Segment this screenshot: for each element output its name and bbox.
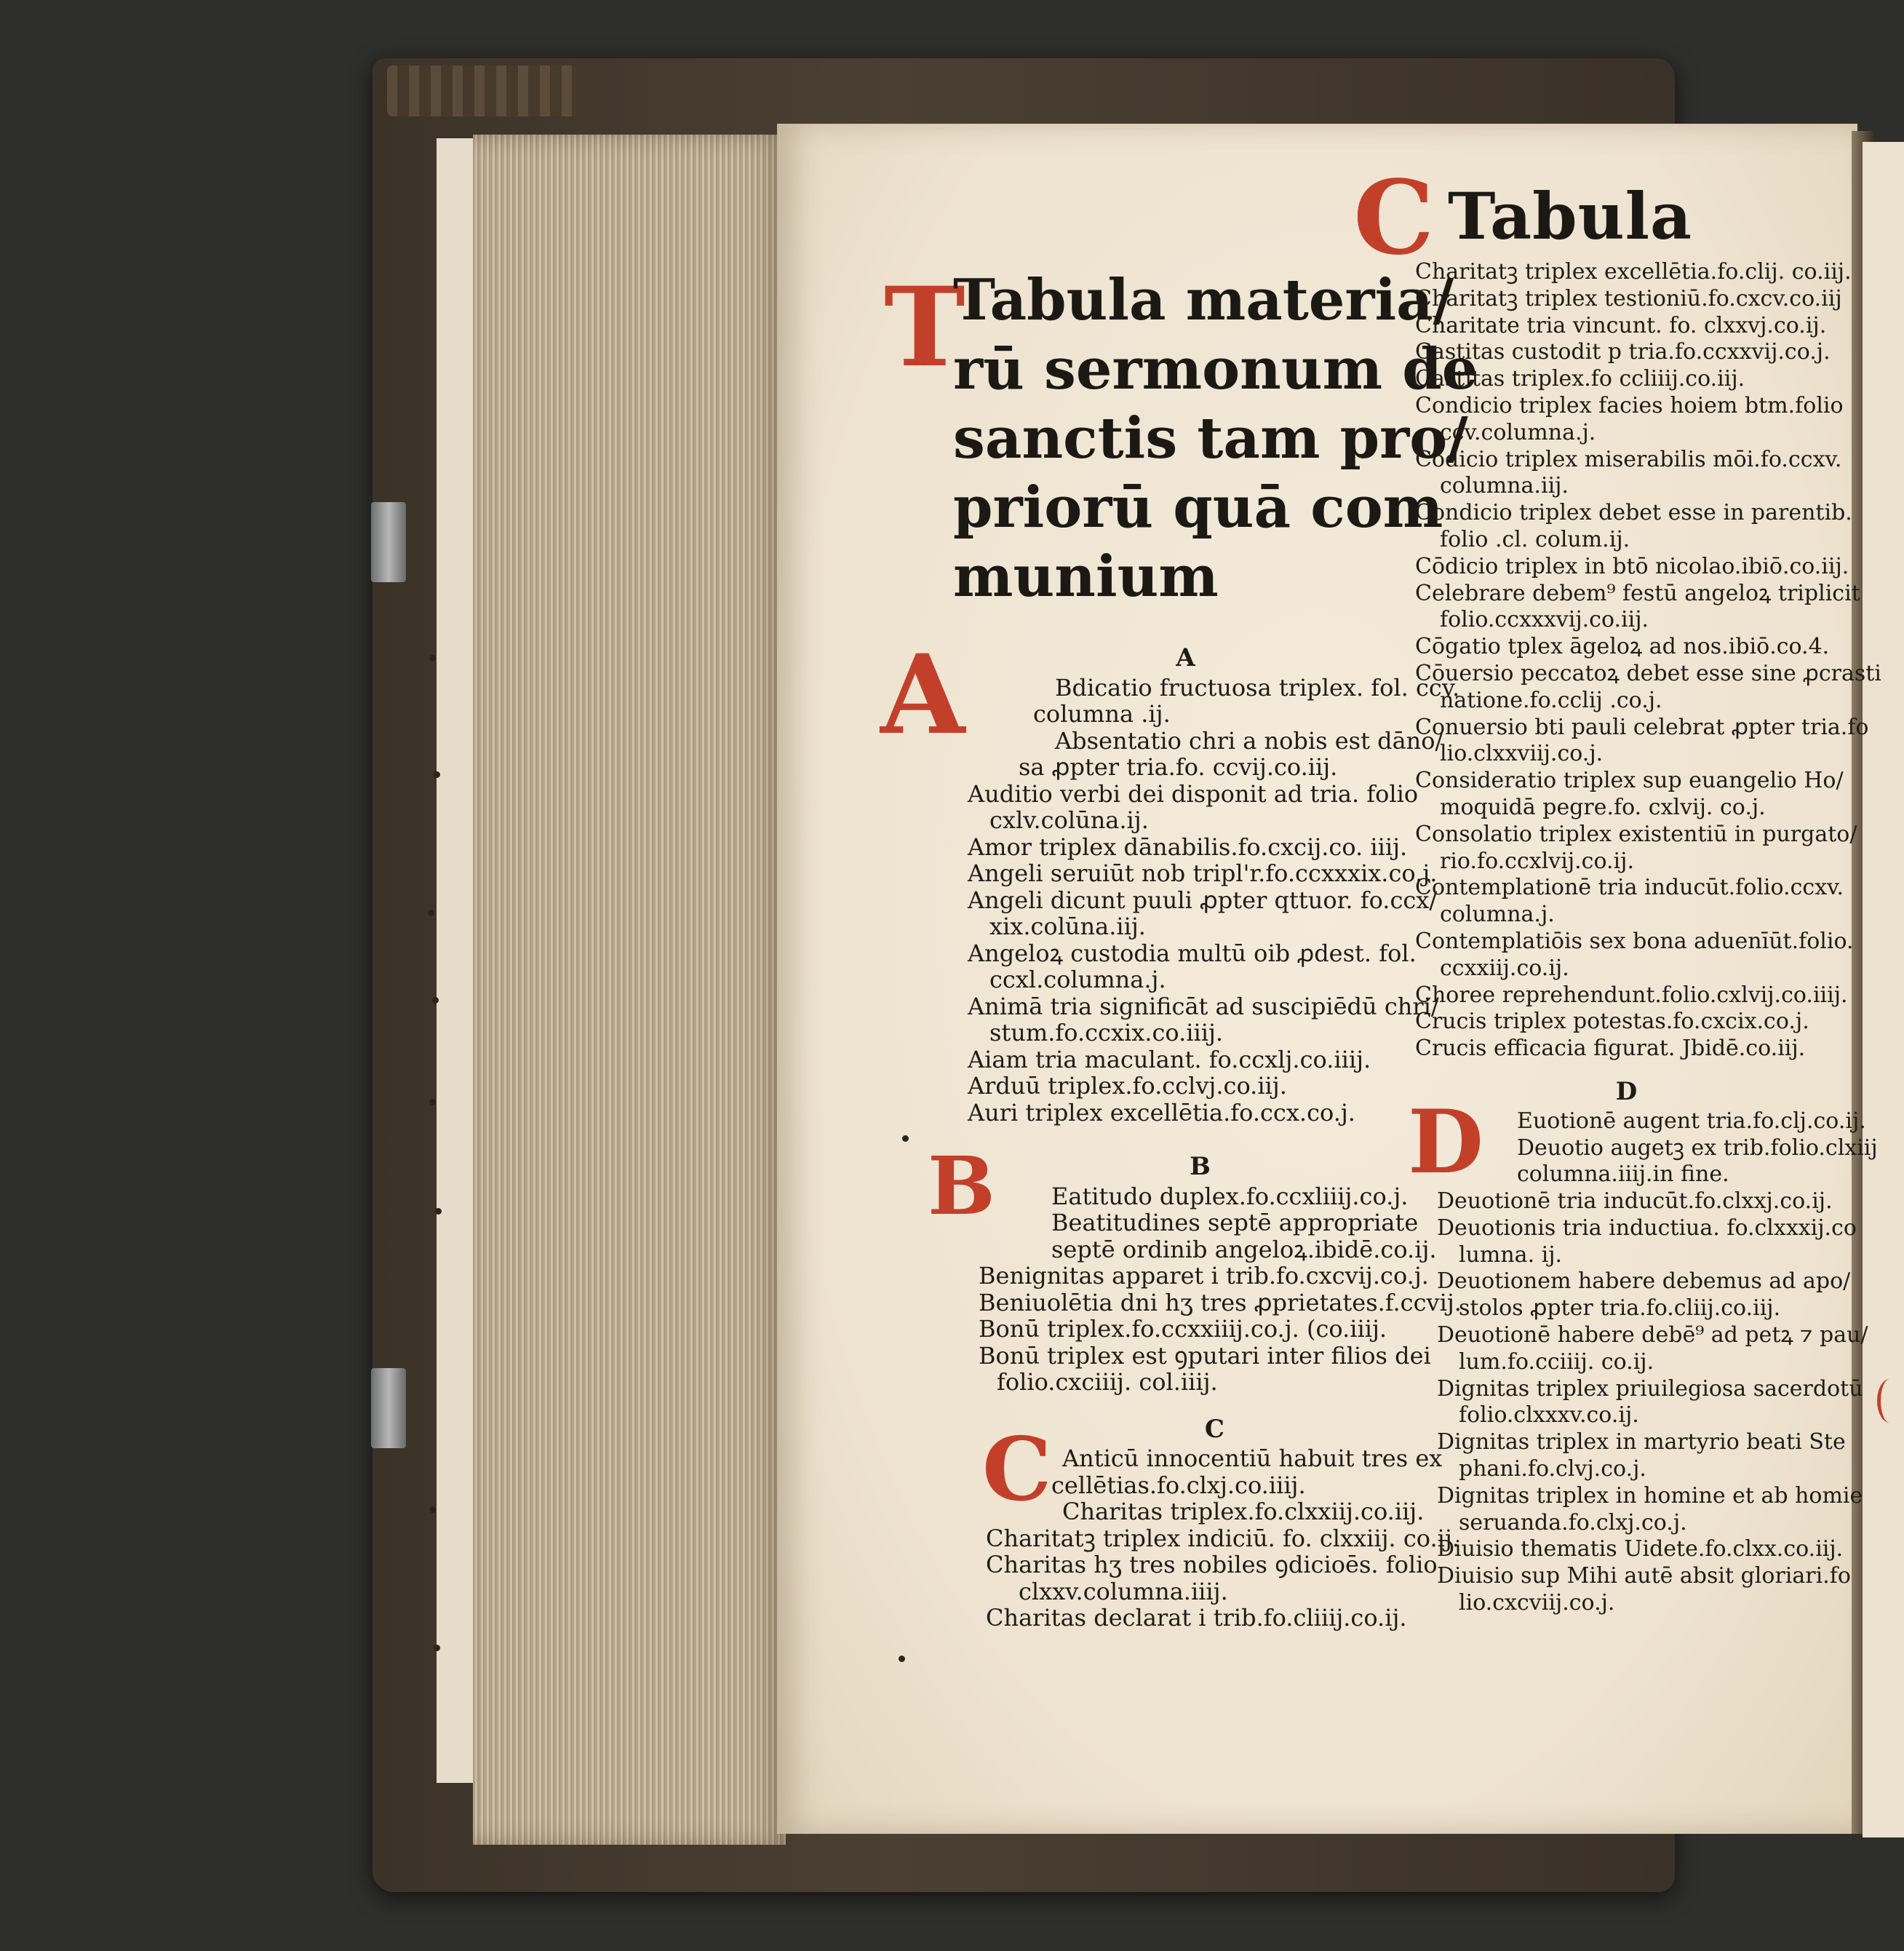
index-entry: Charitas triplex.fo.clxxiij.co.iij. bbox=[1062, 1498, 1425, 1525]
index-entry: xix.colūna.iij. bbox=[989, 913, 1146, 940]
clasp-hinge-bottom bbox=[371, 1368, 406, 1448]
index-entry: rio.fo.ccxlvij.co.ij. bbox=[1440, 848, 1634, 874]
index-entry: Bdicatio fructuosa triplex. fol. ccv. bbox=[1055, 673, 1460, 702]
running-head-initial: C bbox=[1353, 159, 1435, 278]
index-entry: Bonū triplex est ꝯputari inter filios dei bbox=[979, 1341, 1431, 1370]
index-entry: Dignitas triplex priuilegiosa sacerdotū bbox=[1437, 1375, 1863, 1402]
drop-initial-d: D bbox=[1408, 1091, 1484, 1193]
index-entry: lio.cxcviij.co.j. bbox=[1459, 1590, 1615, 1616]
index-entry: lumna. ij. bbox=[1459, 1241, 1563, 1268]
index-entry: Charitas declarat i trib.fo.cliiij.co.ij. bbox=[986, 1604, 1407, 1632]
index-entry: Charitatꝫ triplex excellētia.fo.clij. co.iij. bbox=[1415, 259, 1852, 285]
index-entry: Euotionē augent tria.fo.clj.co.ij. bbox=[1517, 1108, 1866, 1134]
index-entry: Charitatꝫ triplex indiciū. fo. clxxiij. co.ij. bbox=[986, 1524, 1459, 1552]
index-entry: columna .ij. bbox=[1033, 700, 1171, 728]
index-entry: sa ꝓpter tria.fo. ccvij.co.iij. bbox=[1019, 753, 1338, 781]
index-entry: Celebrare debem⁹ festū angeloꝝ triplicit bbox=[1415, 580, 1860, 606]
right-column bbox=[1415, 259, 1881, 1617]
index-entry: columna.j. bbox=[1440, 902, 1555, 928]
index-entry: Angeli dicunt puuli ꝓpter qttuor. fo.ccx/ bbox=[968, 886, 1438, 914]
index-entry: columna.iiij.in fine. bbox=[1517, 1161, 1729, 1188]
index-entry: Crucis triplex potestas.fo.cxcix.co.j. bbox=[1415, 1009, 1809, 1035]
index-entry: stolos ꝓpter tria.fo.cliij.co.iij. bbox=[1459, 1295, 1781, 1322]
index-entry: folio.cxciiij. col.iiij. bbox=[997, 1368, 1218, 1396]
heading-line: munium bbox=[953, 544, 1219, 610]
index-entry: ccxl.columna.j. bbox=[989, 966, 1166, 993]
index-entry: Auditio verbi dei disponit ad tria. folio bbox=[968, 779, 1419, 808]
index-entry: Deuotio augetꝫ ex trib.folio.clxiij bbox=[1517, 1135, 1878, 1161]
left-column bbox=[953, 640, 1462, 1632]
index-entry: Animā tria significāt ad suscipiēdū chri/ bbox=[968, 992, 1439, 1020]
heading-line: priorū quā com bbox=[953, 474, 1443, 541]
index-entry: Dignitas triplex in homine et ab homie bbox=[1437, 1482, 1863, 1509]
index-entry: Cōdicio triplex miserabilis mōi.fo.ccxv. bbox=[1415, 446, 1842, 472]
index-entry: Conuersio bti pauli celebrat ꝓpter tria.fo bbox=[1415, 714, 1869, 740]
index-entry: Diuisio thematis Uidete.fo.clxx.co.iij. bbox=[1437, 1536, 1844, 1562]
index-entry: Contemplatiōis sex bona aduenīūt.folio. bbox=[1415, 928, 1854, 954]
index-entry: Contemplationē tria inducūt.folio.ccxv. bbox=[1415, 875, 1844, 901]
index-entry: Condicio triplex facies hoiem btm.folio bbox=[1415, 392, 1844, 418]
index-entry: folio.ccxxxvij.co.iij. bbox=[1440, 607, 1649, 633]
index-entry: Arduū triplex.fo.cclvj.co.iij. bbox=[968, 1072, 1287, 1100]
section-letter-d: D bbox=[1615, 1076, 1638, 1106]
index-entry: septē ordinib angeloꝝ.ibidē.co.ij. bbox=[1051, 1235, 1437, 1263]
index-entry: Deuotionē habere debē⁹ ad petꝝ ⁊ pau/ bbox=[1437, 1322, 1868, 1348]
running-head: Tabula bbox=[1448, 178, 1693, 254]
index-entry: ccxxiij.co.ij. bbox=[1440, 955, 1569, 981]
index-entry: Beatitudines septē appropriate bbox=[1051, 1209, 1419, 1236]
clasp-hinge-top bbox=[371, 502, 406, 582]
index-entry: Charitas hʒ tres nobiles ꝯdicioēs. folio bbox=[986, 1551, 1438, 1578]
index-entry: natione.fo.cclij .co.j. bbox=[1440, 687, 1662, 713]
index-entry: cxlv.colūna.ij. bbox=[989, 806, 1149, 834]
section-letter-a: A bbox=[1176, 643, 1195, 672]
index-entry: Beniuolētia dni hʒ tres ꝓprietates.f.ccvij. bbox=[979, 1288, 1462, 1316]
index-entry: Angeloꝝ custodia multū oib ꝓdest. fol. bbox=[968, 939, 1417, 967]
section-letter-c: C bbox=[1204, 1414, 1224, 1444]
index-entry: Benignitas apparet i trib.fo.cxcvij.co.j. bbox=[979, 1262, 1429, 1290]
index-entry: seruanda.fo.clxj.co.j. bbox=[1459, 1509, 1687, 1535]
heading-initial: T bbox=[884, 263, 965, 392]
index-entry: Consideratio triplex sup euangelio Ho/ bbox=[1415, 768, 1844, 794]
index-entry: Cōdicio triplex in btō nicolao.ibiō.co.iij. bbox=[1415, 553, 1849, 579]
drop-initial-b: B bbox=[928, 1139, 995, 1233]
index-entry: Cōgatio tplex āgeloꝝ ad nos.ibiō.co.4. bbox=[1415, 634, 1830, 660]
index-entry: Consolatio triplex existentiū in purgato/ bbox=[1415, 821, 1857, 847]
index-entry: cellētias.fo.clxj.co.iiij. bbox=[1051, 1471, 1306, 1499]
index-entry: Bonū triplex.fo.ccxxiiij.co.j. (co.iiij. bbox=[979, 1315, 1387, 1343]
index-entry: ccv.columna.j. bbox=[1440, 419, 1596, 445]
index-entry: lum.fo.cciiij. co.ij. bbox=[1459, 1348, 1654, 1375]
heading-line: rū sermonum de bbox=[953, 336, 1478, 402]
index-entry: clxxv.columna.iiij. bbox=[1019, 1577, 1228, 1605]
index-entry: Cōuersio peccatoꝝ debet esse sine ꝓcrasti bbox=[1415, 660, 1881, 686]
heading bbox=[953, 266, 1478, 611]
index-entry: Castitas triplex.fo ccliiij.co.iij. bbox=[1415, 366, 1745, 392]
index-entry: Deuotionē tria inducūt.fo.clxxj.co.ij. bbox=[1437, 1188, 1833, 1215]
index-entry: Deuotionem habere debemus ad apo/ bbox=[1437, 1268, 1851, 1295]
index-entry: Amor triplex dānabilis.fo.cxcij.co. iiij. bbox=[968, 833, 1408, 861]
index-entry: lio.clxxviij.co.j. bbox=[1440, 741, 1604, 767]
index-entry: Deuotionis tria inductiua. fo.clxxxij.co bbox=[1437, 1215, 1857, 1241]
index-entry: folio .cl. colum.ij. bbox=[1440, 526, 1630, 552]
index-entry: Auri triplex excellētia.fo.ccx.co.j. bbox=[968, 1098, 1355, 1127]
index-entry: Absentatio chri a nobis est dāno/ bbox=[1055, 726, 1443, 755]
index-entry: Charitatꝫ triplex testioniū.fo.cxcv.co.iij bbox=[1415, 285, 1842, 311]
index-entry: Charitate tria vincunt. fo. clxxvj.co.ij. bbox=[1415, 312, 1827, 338]
index-entry: Crucis efficacia figurat. Jbidē.co.iij. bbox=[1415, 1036, 1806, 1062]
index-entry: Angeli seruiūt nob tripl'r.fo.ccxxxix.co.j. bbox=[968, 859, 1438, 887]
drop-initial-a: A bbox=[880, 631, 965, 759]
cover-wear bbox=[387, 65, 576, 116]
drop-initial-c: C bbox=[982, 1418, 1052, 1521]
index-entry: Choree reprehendunt.folio.cxlvij.co.iiij. bbox=[1415, 982, 1848, 1008]
section-letter-b: B bbox=[1190, 1152, 1211, 1181]
index-entry: Eatitudo duplex.fo.ccxliiij.co.j. bbox=[1051, 1182, 1409, 1210]
index-entry: Anticū innocentiū habuit tres ex bbox=[1062, 1445, 1443, 1472]
heading-line: sanctis tam pro/ bbox=[953, 405, 1468, 472]
index-entry: folio.clxxxv.co.ij. bbox=[1459, 1402, 1639, 1429]
index-entry: Aiam tria maculant. fo.ccxlj.co.iiij. bbox=[968, 1045, 1371, 1073]
index-entry: Dignitas triplex in martyrio beati Ste bbox=[1437, 1429, 1846, 1455]
index-entry: phani.fo.clvj.co.j. bbox=[1459, 1456, 1646, 1482]
index-entry: Castitas custodit p tria.fo.ccxxvij.co.j. bbox=[1415, 339, 1831, 365]
index-entry: Condicio triplex debet esse in parentib. bbox=[1415, 500, 1852, 526]
text-block-edge bbox=[473, 135, 786, 1845]
index-entry: stum.fo.ccxix.co.iiij. bbox=[989, 1019, 1224, 1046]
index-entry: moquidā pegre.fo. cxlvij. co.j. bbox=[1440, 794, 1766, 820]
index-entry: columna.iij. bbox=[1440, 473, 1569, 499]
heading-line: Tabula materia/ bbox=[953, 267, 1454, 333]
index-entry: Diuisio sup Mihi autē absit gloriari.fo bbox=[1437, 1563, 1851, 1589]
